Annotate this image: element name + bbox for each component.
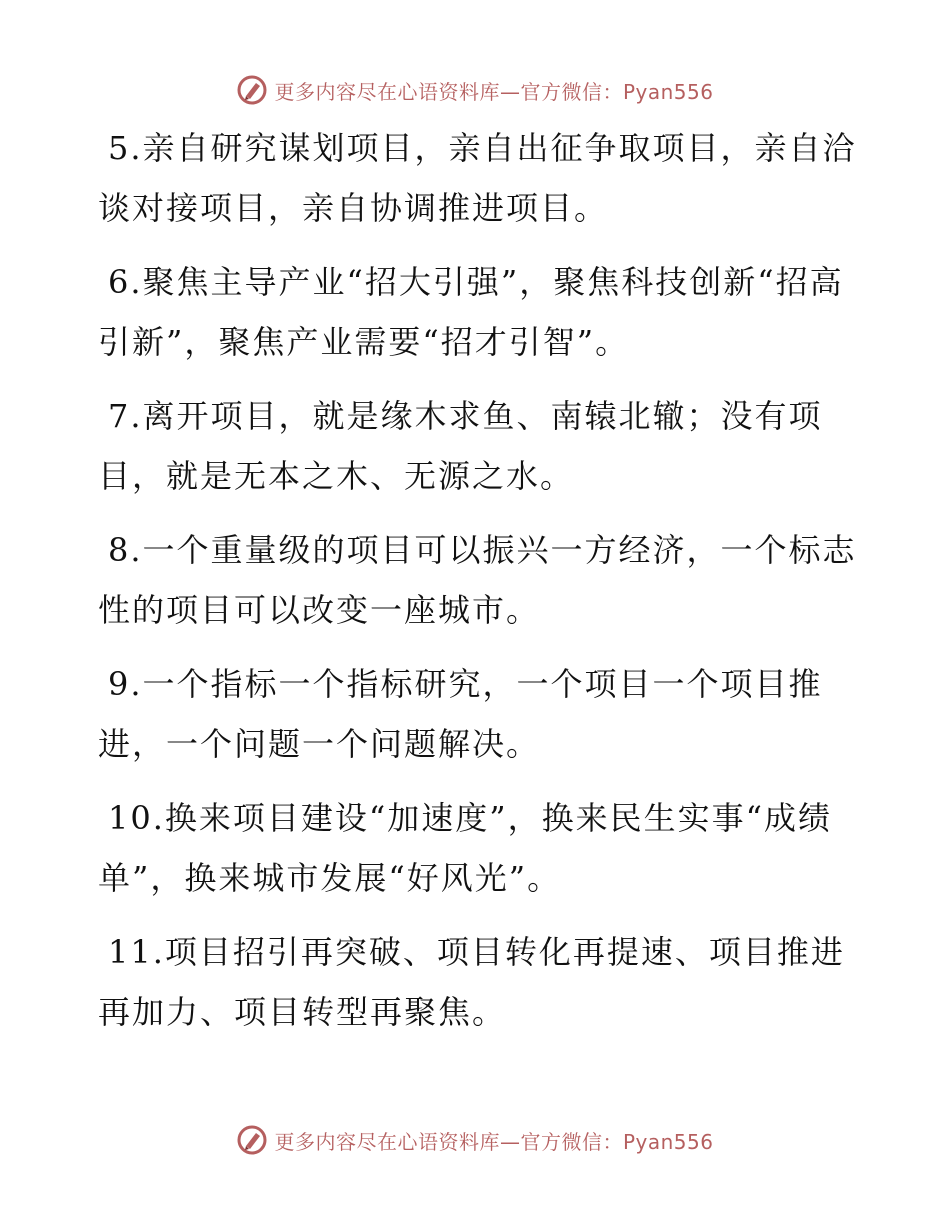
item-number: 8. bbox=[108, 531, 143, 569]
item-number: 10. bbox=[108, 799, 165, 837]
item-number: 11. bbox=[108, 933, 165, 971]
item-text: 亲自研究谋划项目，亲自出征争取项目，亲自洽谈对接项目，亲自协调推进项目。 bbox=[98, 129, 857, 227]
item-number: 6. bbox=[108, 263, 143, 301]
item-text: 一个重量级的项目可以振兴一方经济，一个标志性的项目可以改变一座城市。 bbox=[98, 531, 857, 629]
pen-logo-icon bbox=[236, 74, 268, 106]
item-number: 9. bbox=[108, 665, 143, 703]
list-item bbox=[98, 118, 858, 238]
item-text: 聚焦主导产业“招大引强”，聚焦科技创新“招高引新”，聚焦产业需要“招才引智”。 bbox=[98, 263, 844, 361]
quote-list bbox=[98, 118, 858, 1056]
list-item bbox=[98, 520, 858, 640]
list-item bbox=[98, 788, 858, 908]
item-number: 7. bbox=[108, 397, 143, 435]
list-item bbox=[98, 654, 858, 774]
footer-watermark-text: 更多内容尽在心语资料库—官方微信：Pyan556 bbox=[274, 1129, 714, 1154]
header-watermark-text: 更多内容尽在心语资料库—官方微信：Pyan556 bbox=[274, 79, 714, 104]
footer-watermark bbox=[0, 1120, 950, 1160]
item-text: 离开项目，就是缘木求鱼、南辕北辙；没有项目，就是无本之木、无源之水。 bbox=[98, 397, 823, 495]
item-text: 一个指标一个指标研究，一个项目一个项目推进，一个问题一个问题解决。 bbox=[98, 665, 823, 763]
list-item bbox=[98, 252, 858, 372]
item-text: 项目招引再突破、项目转化再提速、项目推进再加力、项目转型再聚焦。 bbox=[98, 933, 845, 1031]
list-item bbox=[98, 386, 858, 506]
item-text: 换来项目建设“加速度”，换来民生实事“成绩单”，换来城市发展“好风光”。 bbox=[98, 799, 832, 897]
list-item bbox=[98, 922, 858, 1042]
header-watermark bbox=[0, 70, 950, 110]
item-number: 5. bbox=[108, 129, 143, 167]
pen-logo-icon bbox=[236, 1124, 268, 1156]
